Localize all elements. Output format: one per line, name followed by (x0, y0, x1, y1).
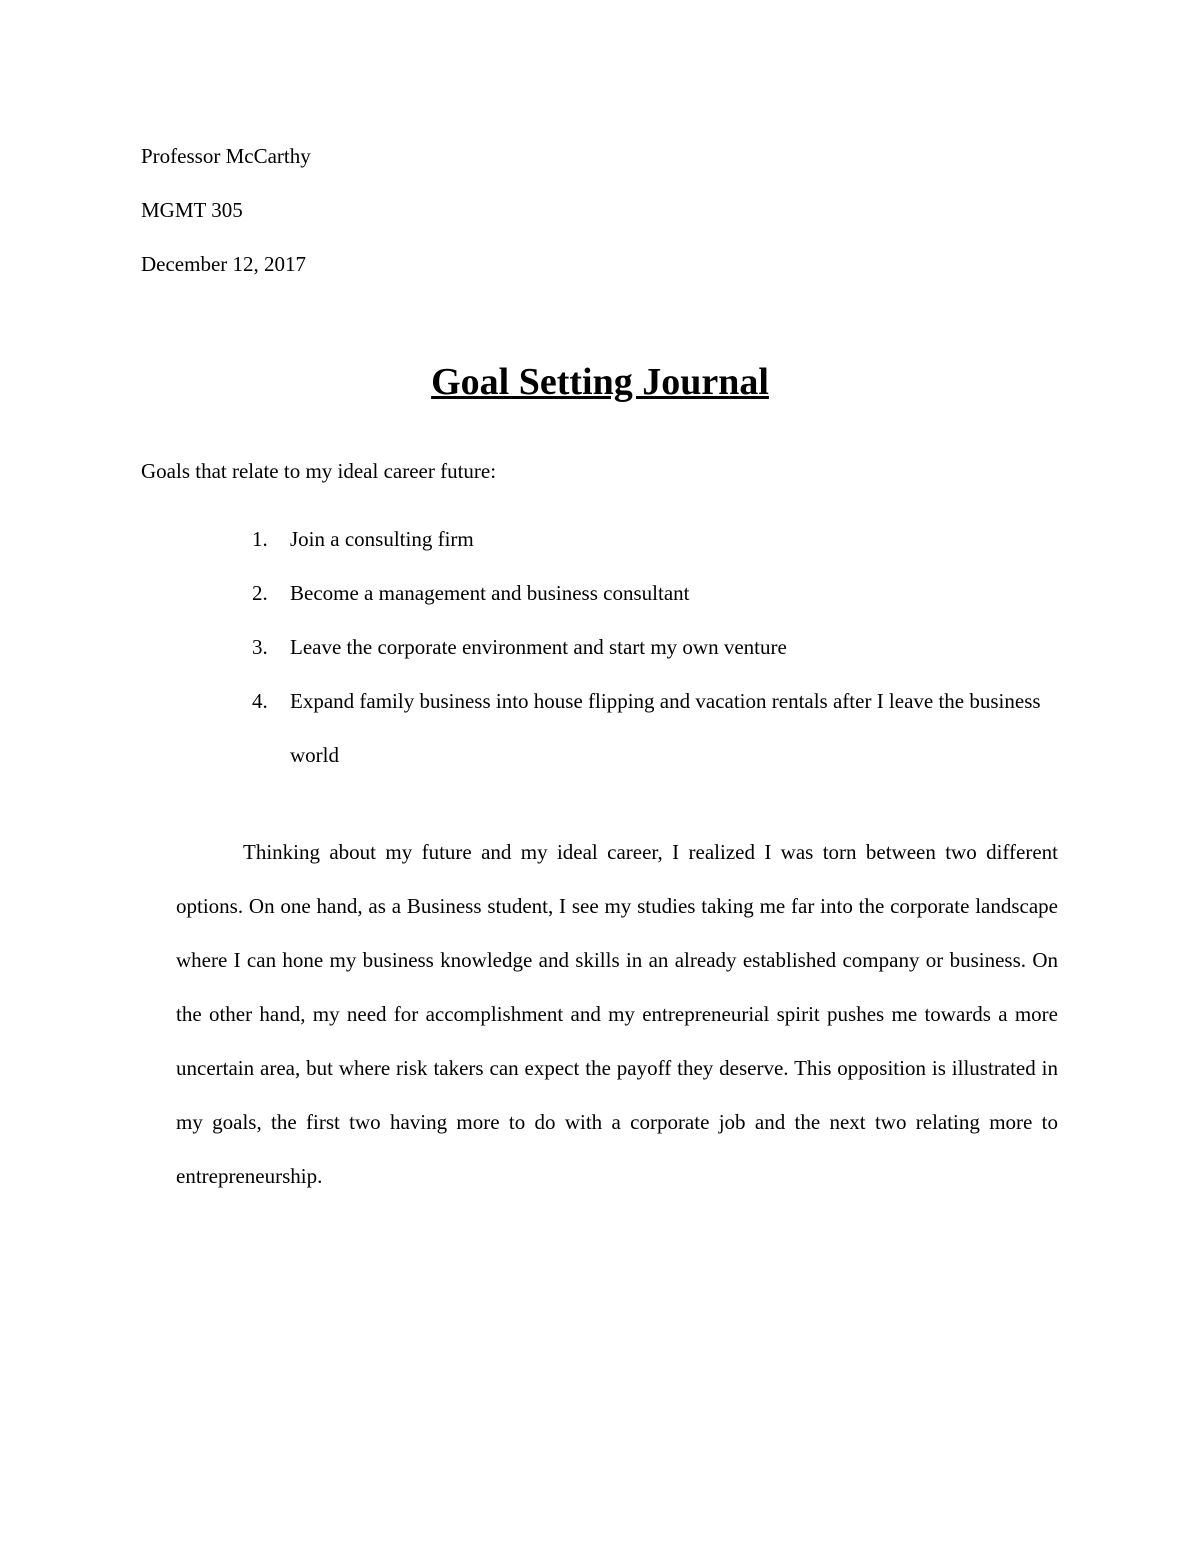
list-item (0, 620, 1060, 674)
essay-paragraph: Thinking about my future and my ideal career, I realized I was torn between two different options. On one hand, as a Business student, I see my studies taking me far into the corporate landscape where I can hone my business knowledge and skills in an already established company or business. On the other hand, my need for accomplishment and my entrepreneurial spirit pushes me towards a more uncertain area, but where risk takers can expect the payoff they deserve. This opposition is illustrated in my goals, the first two having more to do with a corporate job and the next two relating more to entrepreneurship. (176, 840, 1058, 1188)
list-item-text: Expand family business into house flipping and vacation rentals after I leave the business world (290, 689, 1041, 767)
list-item-number: 3. (252, 635, 268, 659)
list-item (0, 512, 1060, 566)
list-item-number: 1. (252, 527, 268, 551)
list-item-text: Leave the corporate environment and start my own venture (290, 635, 787, 659)
list-item (0, 566, 1060, 620)
professor-name: Professor McCarthy (141, 144, 311, 168)
goal-list (0, 512, 1200, 782)
page-title: Goal Setting Journal (431, 361, 769, 403)
document-date: December 12, 2017 (141, 252, 307, 276)
goals-intro: Goals that relate to my ideal career future: (141, 459, 497, 483)
list-item-number: 4. (252, 689, 268, 713)
list-item-text: Join a consulting firm (290, 527, 474, 551)
list-item (0, 674, 1060, 782)
list-item-text: Become a management and business consultant (290, 581, 690, 605)
list-item-number: 2. (252, 581, 268, 605)
course-code: MGMT 305 (141, 198, 243, 222)
